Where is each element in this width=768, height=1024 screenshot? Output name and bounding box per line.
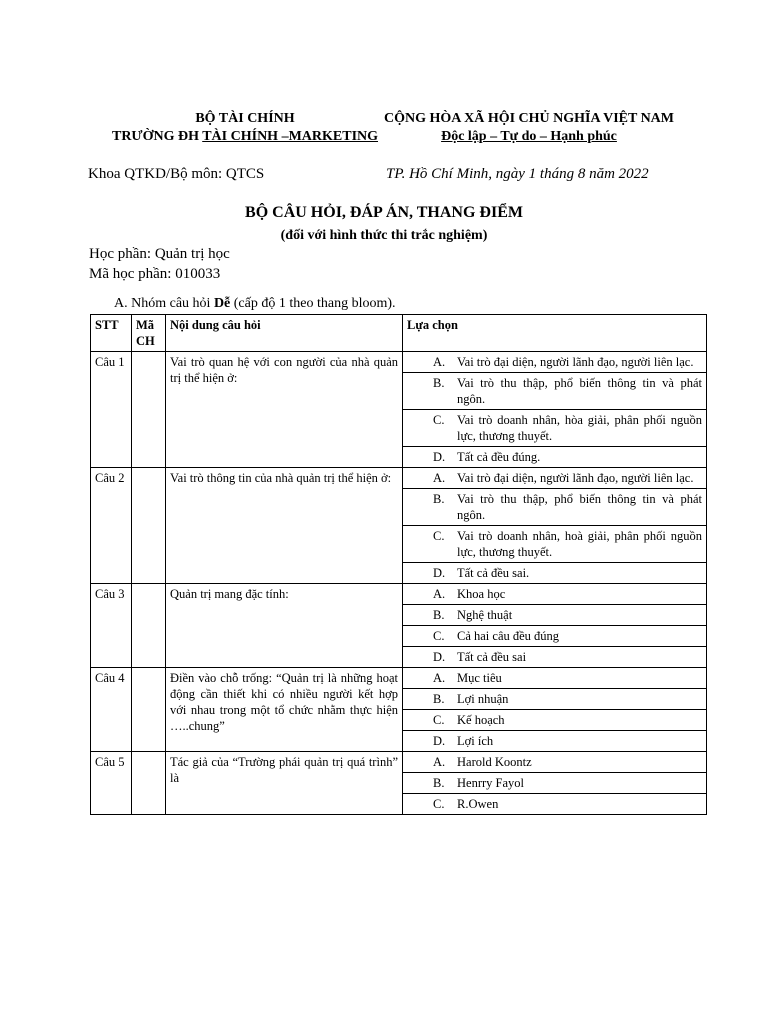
option-letter: A. — [433, 755, 446, 769]
option-letter: B. — [433, 376, 445, 390]
option-text: Lợi nhuận — [457, 692, 509, 706]
answer-option — [403, 373, 707, 410]
question-row — [91, 468, 707, 489]
answer-option — [403, 352, 707, 373]
table-header-row — [91, 315, 707, 352]
question-code — [132, 584, 166, 668]
option-text: Vai trò doanh nhân, hòa giải, phân phối nguồn lực, thương thuyết. — [457, 413, 702, 443]
school-name — [110, 128, 380, 146]
answer-option — [403, 526, 707, 563]
answer-option — [403, 410, 707, 447]
option-text: Mục tiêu — [457, 671, 502, 685]
option-text: Vai trò thu thập, phổ biến thông tin và phát ngôn. — [457, 492, 702, 522]
option-letter: B. — [433, 608, 445, 622]
question-text: Quản trị mang đặc tính: — [166, 584, 403, 668]
option-text: Vai trò đại diện, người lãnh đạo, người liên lạc. — [457, 355, 694, 369]
header-stt: STT — [91, 315, 132, 352]
option-letter: D. — [433, 450, 446, 464]
question-text: Điền vào chỗ trống: “Quản trị là những hoạt động cần thiết khi có nhiều người kết hợp với nhau trong một tổ chức nhằm thực hiện …..chung” — [166, 668, 403, 752]
option-text: Tất cả đều đúng. — [457, 450, 541, 464]
group-prefix: A. Nhóm câu hỏi — [114, 296, 214, 311]
faculty-line: Khoa QTKD/Bộ môn: QTCS — [88, 166, 265, 182]
national-header — [370, 110, 688, 146]
question-text: Vai trò quan hệ với con người của nhà quản trị thể hiện ở: — [166, 352, 403, 468]
option-letter: B. — [433, 776, 445, 790]
option-letter: A. — [433, 587, 446, 601]
option-letter: D. — [433, 734, 446, 748]
header-code: Mã CH — [132, 315, 166, 352]
answer-option — [403, 584, 707, 605]
group-level: Dễ — [213, 296, 231, 311]
answer-option — [403, 447, 707, 468]
option-text: Vai trò doanh nhân, hoà giải, phân phối nguồn lực, thương thuyết. — [457, 529, 702, 559]
question-row — [91, 752, 707, 773]
option-letter: B. — [433, 692, 445, 706]
answer-option — [403, 689, 707, 710]
document-title: BỘ CÂU HỎI, ĐÁP ÁN, THANG ĐIỂM — [245, 204, 523, 221]
question-rows — [91, 352, 707, 815]
option-letter: A. — [433, 471, 446, 485]
option-letter: D. — [433, 650, 446, 664]
question-table — [90, 314, 707, 815]
question-code — [132, 468, 166, 584]
ministry-name: BỘ TÀI CHÍNH — [195, 111, 295, 126]
group-suffix: (cấp độ 1 theo thang bloom). — [230, 296, 396, 311]
answer-option — [403, 752, 707, 773]
option-letter: A. — [433, 355, 446, 369]
answer-option — [403, 668, 707, 689]
question-code — [132, 752, 166, 815]
course-code: Mã học phần: 010033 — [89, 266, 221, 282]
option-text: Harold Koontz — [457, 755, 532, 769]
option-text: Vai trò thu thập, phổ biến thông tin và phát ngôn. — [457, 376, 702, 406]
option-text: Khoa học — [457, 587, 506, 601]
answer-option — [403, 605, 707, 626]
question-number: Câu 2 — [91, 468, 132, 584]
option-text: R.Owen — [457, 797, 499, 811]
school-prefix: TRƯỜNG ĐH — [111, 129, 203, 144]
answer-option — [403, 773, 707, 794]
question-number: Câu 3 — [91, 584, 132, 668]
national-motto: Độc lập – Tự do – Hạnh phúc — [441, 129, 617, 144]
answer-option — [403, 647, 707, 668]
answer-option — [403, 794, 707, 815]
question-number: Câu 1 — [91, 352, 132, 468]
answer-option — [403, 731, 707, 752]
option-text: Henrry Fayol — [457, 776, 524, 790]
option-text: Vai trò đại diện, người lãnh đạo, người liên lạc. — [457, 471, 694, 485]
question-text: Tác giả của “Trường phái quản trị quá trình” là — [166, 752, 403, 815]
republic-name: CỘNG HÒA XÃ HỘI CHỦ NGHĨA VIỆT NAM — [383, 111, 674, 126]
course-name: Học phần: Quản trị học — [89, 246, 230, 262]
issuer-block — [110, 110, 380, 146]
answer-option — [403, 626, 707, 647]
option-letter: C. — [433, 413, 445, 427]
question-row — [91, 352, 707, 373]
question-text: Vai trò thông tin của nhà quản trị thể hiện ở: — [166, 468, 403, 584]
school-name-underlined: TÀI CHÍNH –MARKETING — [202, 129, 379, 144]
option-text: Lợi ích — [457, 734, 494, 748]
option-text: Kế hoạch — [457, 713, 505, 727]
option-letter: A. — [433, 671, 446, 685]
option-letter: C. — [433, 629, 445, 643]
question-code — [132, 668, 166, 752]
answer-option — [403, 710, 707, 731]
option-letter: C. — [433, 529, 445, 543]
question-number: Câu 5 — [91, 752, 132, 815]
answer-option — [403, 468, 707, 489]
option-letter: C. — [433, 797, 445, 811]
place-date: TP. Hồ Chí Minh, ngày 1 tháng 8 năm 2022 — [386, 166, 649, 182]
header-choices: Lựa chọn — [403, 315, 707, 352]
option-text: Tất cả đều sai — [457, 650, 527, 664]
question-group-heading — [114, 296, 396, 312]
option-letter: C. — [433, 713, 445, 727]
answer-option — [403, 489, 707, 526]
answer-option — [403, 563, 707, 584]
option-letter: D. — [433, 566, 446, 580]
question-row — [91, 584, 707, 605]
question-code — [132, 352, 166, 468]
header-content: Nội dung câu hỏi — [166, 315, 403, 352]
option-text: Cả hai câu đều đúng — [457, 629, 560, 643]
document-subtitle: (đối với hình thức thi trắc nghiệm) — [280, 228, 488, 243]
option-text: Nghệ thuật — [457, 608, 513, 622]
option-text: Tất cả đều sai. — [457, 566, 530, 580]
question-row — [91, 668, 707, 689]
question-number: Câu 4 — [91, 668, 132, 752]
option-letter: B. — [433, 492, 445, 506]
